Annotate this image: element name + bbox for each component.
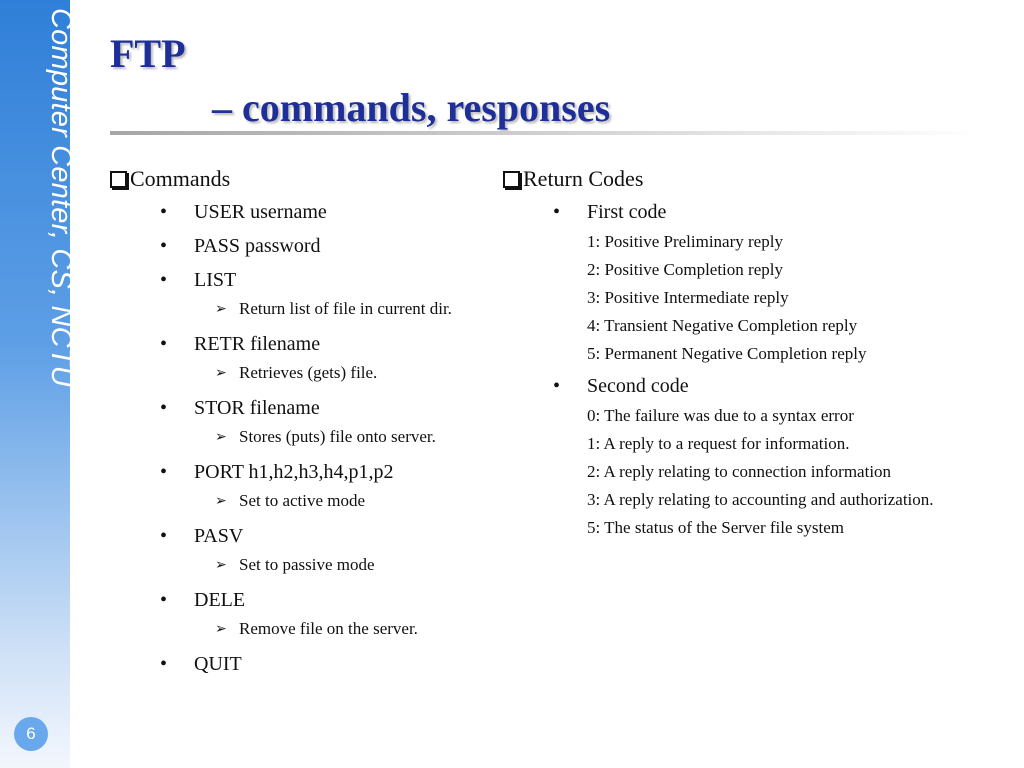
command-description: Set to passive mode (239, 555, 375, 574)
code-line: 1: A reply to a request for information. (587, 434, 850, 453)
arrow-bullet-icon: ➢ (215, 430, 227, 445)
code-line: 2: Positive Completion reply (587, 260, 783, 279)
list-item (110, 200, 452, 224)
code-line: 2: A reply relating to connection information (587, 462, 892, 481)
command-description: Remove file on the server. (239, 619, 418, 638)
bullet-icon: • (160, 461, 168, 483)
sub-item (110, 363, 452, 384)
sub-item (110, 619, 452, 640)
page-number-badge: 6 (14, 717, 48, 751)
sub-item (110, 299, 452, 320)
arrow-bullet-icon: ➢ (215, 366, 227, 381)
bullet-icon: • (553, 375, 561, 397)
commands-heading-text: Commands (130, 166, 231, 191)
code-group-label: Second code (587, 375, 689, 397)
code-line: 1: Positive Preliminary reply (587, 232, 783, 251)
bullet-icon: • (160, 397, 168, 419)
bullet-icon: • (160, 525, 168, 547)
code-group-label: First code (587, 201, 667, 223)
checkbox-bullet-icon (503, 171, 520, 188)
bullet-icon: • (160, 269, 168, 291)
code-line: 3: Positive Intermediate reply (587, 288, 789, 307)
command-label: PASS password (194, 235, 321, 257)
bullet-icon: • (160, 333, 168, 355)
title-divider (110, 131, 980, 135)
bullet-icon: • (160, 589, 168, 611)
sub-item (110, 427, 452, 448)
list-item (110, 268, 452, 292)
command-label: QUIT (194, 653, 242, 675)
list-item (110, 396, 452, 420)
list-item (503, 200, 934, 224)
code-line: 3: A reply relating to accounting and authorization. (587, 490, 934, 509)
arrow-bullet-icon: ➢ (215, 558, 227, 573)
command-description: Set to active mode (239, 491, 366, 510)
code-line: 5: The status of the Server file system (587, 518, 844, 537)
command-label: PASV (194, 525, 244, 547)
code-line: 5: Permanent Negative Completion reply (587, 344, 867, 363)
return-codes-column (503, 166, 934, 548)
bullet-icon: • (160, 653, 168, 675)
bullet-icon: • (160, 201, 168, 223)
command-label: STOR filename (194, 397, 320, 419)
list-item (110, 460, 452, 484)
list-item (110, 588, 452, 612)
arrow-bullet-icon: ➢ (215, 494, 227, 509)
arrow-bullet-icon: ➢ (215, 302, 227, 317)
command-label: USER username (194, 201, 327, 223)
command-label: RETR filename (194, 333, 321, 355)
slide-title: FTP (110, 31, 186, 76)
sidebar-band (0, 0, 77, 768)
bullet-icon: • (160, 235, 168, 257)
list-item (110, 332, 452, 356)
list-item (110, 234, 452, 258)
commands-heading (110, 166, 452, 192)
slide-subtitle: – commands, responses (212, 85, 611, 130)
code-line: 4: Transient Negative Completion reply (587, 316, 858, 335)
return-codes-heading-text: Return Codes (523, 166, 644, 191)
commands-column (110, 166, 452, 686)
list-item (503, 374, 934, 398)
command-label: DELE (194, 589, 246, 611)
code-line: 0: The failure was due to a syntax error (587, 406, 854, 425)
command-description: Return list of file in current dir. (239, 299, 452, 318)
checkbox-bullet-icon (110, 171, 127, 188)
command-description: Stores (puts) file onto server. (239, 427, 436, 446)
list-item (110, 524, 452, 548)
list-item (110, 652, 452, 676)
return-codes-heading (503, 166, 934, 192)
command-label: PORT h1,h2,h3,h4,p1,p2 (194, 461, 394, 483)
command-label: LIST (194, 269, 237, 291)
bullet-icon: • (553, 201, 561, 223)
sub-item (110, 491, 452, 512)
command-description: Retrieves (gets) file. (239, 363, 378, 382)
sidebar-org-label: Computer Center, CS, NCTU (45, 8, 77, 387)
sub-item (110, 555, 452, 576)
arrow-bullet-icon: ➢ (215, 622, 227, 637)
